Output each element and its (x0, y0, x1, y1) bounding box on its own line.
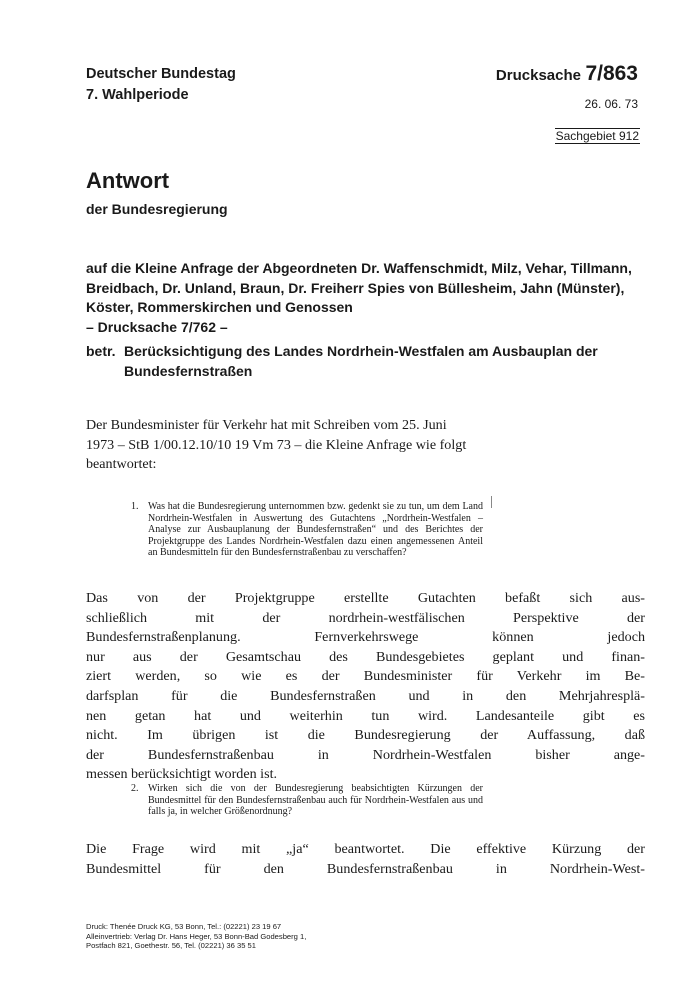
intro-paragraph (86, 416, 467, 475)
answer-line: Die Frage wird mit „ja“ beantwortet. Die effektive Kürzung der (86, 841, 645, 857)
election-period: 7. Wahlperiode (86, 87, 189, 103)
inquiry-line: auf die Kleine Anfrage der Abgeordneten Dr. Waffenschmidt, Milz, Vehar, Tillmann, (86, 260, 632, 276)
intro-line: beantwortet: (86, 456, 157, 473)
answer-1 (86, 589, 645, 785)
answer-line: nur aus der Gesamtschau des Bundesgebietes geplant und finan- (86, 648, 645, 665)
drucksache-label: Drucksache (495, 67, 581, 84)
intro-line: Der Bundesminister für Verkehr hat mit Schreiben vom 25. Juni (86, 417, 447, 433)
document-title: Antwort (86, 168, 170, 193)
betr-label: betr. (86, 343, 116, 359)
question-1 (131, 501, 483, 559)
betr-text-cont: Bundesfernstraßen (124, 362, 253, 379)
answer-line: messen berücksichtigt worden ist. (86, 766, 278, 783)
answer-line: Das von der Projektgruppe erstellte Gutachten befaßt sich aus- (86, 590, 645, 606)
question-2 (131, 783, 483, 818)
answer-line: Bundesmittel für den Bundesfernstraßenbau in Nordrhein-West- (86, 860, 645, 877)
answer-2 (86, 840, 645, 879)
drucksache-number: 7/863 (585, 62, 638, 85)
parliament-name: Deutscher Bundestag (86, 66, 236, 82)
answer-line: der Bundesfernstraßenbau in Nordrhein-Westfalen bisher ange- (86, 746, 645, 763)
intro-line: 1973 – StB 1/00.12.10/10 19 Vm 73 – die Kleine Anfrage wie folgt (86, 436, 467, 453)
question-text: Wirken sich die von der Bundesregierung beabsichtigten Kürzungen der Bundesmittel für den Bundesfernstraßenbau auch für Nordrhein-Westfalen aus und falls ja, in welcher Größenordnung? (148, 783, 483, 818)
parliament-header (86, 64, 236, 106)
footer-line: Postfach 821, Goethestr. 56, Tel. (02221) 36 35 51 (86, 941, 256, 951)
document-subtitle: der Bundesregierung (86, 201, 228, 217)
subject-area: Sachgebiet 912 (555, 129, 639, 143)
inquiry-line: Köster, Rommerskirchen und Genossen (86, 299, 353, 315)
print-footer (86, 922, 306, 951)
document-number (496, 62, 638, 86)
margin-mark (491, 496, 492, 508)
answer-line: Bundesfernstraßenplanung. Fernverkehrswege können jedoch (86, 629, 645, 646)
answer-line: ziert werden, so wie es der Bundesminister für Verkehr im Be- (86, 668, 645, 685)
subject-line (86, 342, 646, 381)
answer-line: nen getan hat und weiterhin tun wird. Landesanteile gibt es (86, 707, 645, 724)
inquiry-drucksache: – Drucksache 7/762 – (86, 318, 228, 335)
answer-line: nicht. Im übrigen ist die Bundesregierung der Auffassung, daß (86, 727, 645, 744)
answer-line: schließlich mit der nordrhein-westfälischen Perspektive der (86, 609, 645, 626)
footer-line: Druck: Thenée Druck KG, 53 Bonn, Tel.: (02221) 23 19 67 (86, 922, 282, 931)
inquiry-line: Breidbach, Dr. Unland, Braun, Dr. Freiherr Spies von Büllesheim, Jahn (Münster), (86, 279, 625, 296)
question-text: Was hat die Bundesregierung unternommen bzw. gedenkt sie zu tun, um dem Land Nordrhein-Westfalen in Auswertung des Gutachtens „Nordrhein-Westfalen – Analyse zur Ausbauplanung der Bundesfernstraßen“ und des Berichtes der Projektgruppe des Landes Nordrhein-Westfalen dazu einen angemessenen Anteil an Bundesmitteln für den Bundesfernstraßenbau zu verschaffen? (148, 501, 483, 559)
document-date: 26. 06. 73 (584, 97, 638, 111)
betr-text: Berücksichtigung des Landes Nordrhein-Westfalen am Ausbauplan der (124, 343, 598, 359)
question-number: 2. (131, 783, 139, 794)
footer-line: Alleinvertrieb: Verlag Dr. Hans Heger, 53 Bonn-Bad Godesberg 1, (86, 931, 307, 941)
inquiry-reference (86, 259, 646, 337)
question-number: 1. (131, 501, 139, 512)
answer-line: darfsplan für die Bundesfernstraßen und in den Mehrjahresplä- (86, 687, 645, 704)
